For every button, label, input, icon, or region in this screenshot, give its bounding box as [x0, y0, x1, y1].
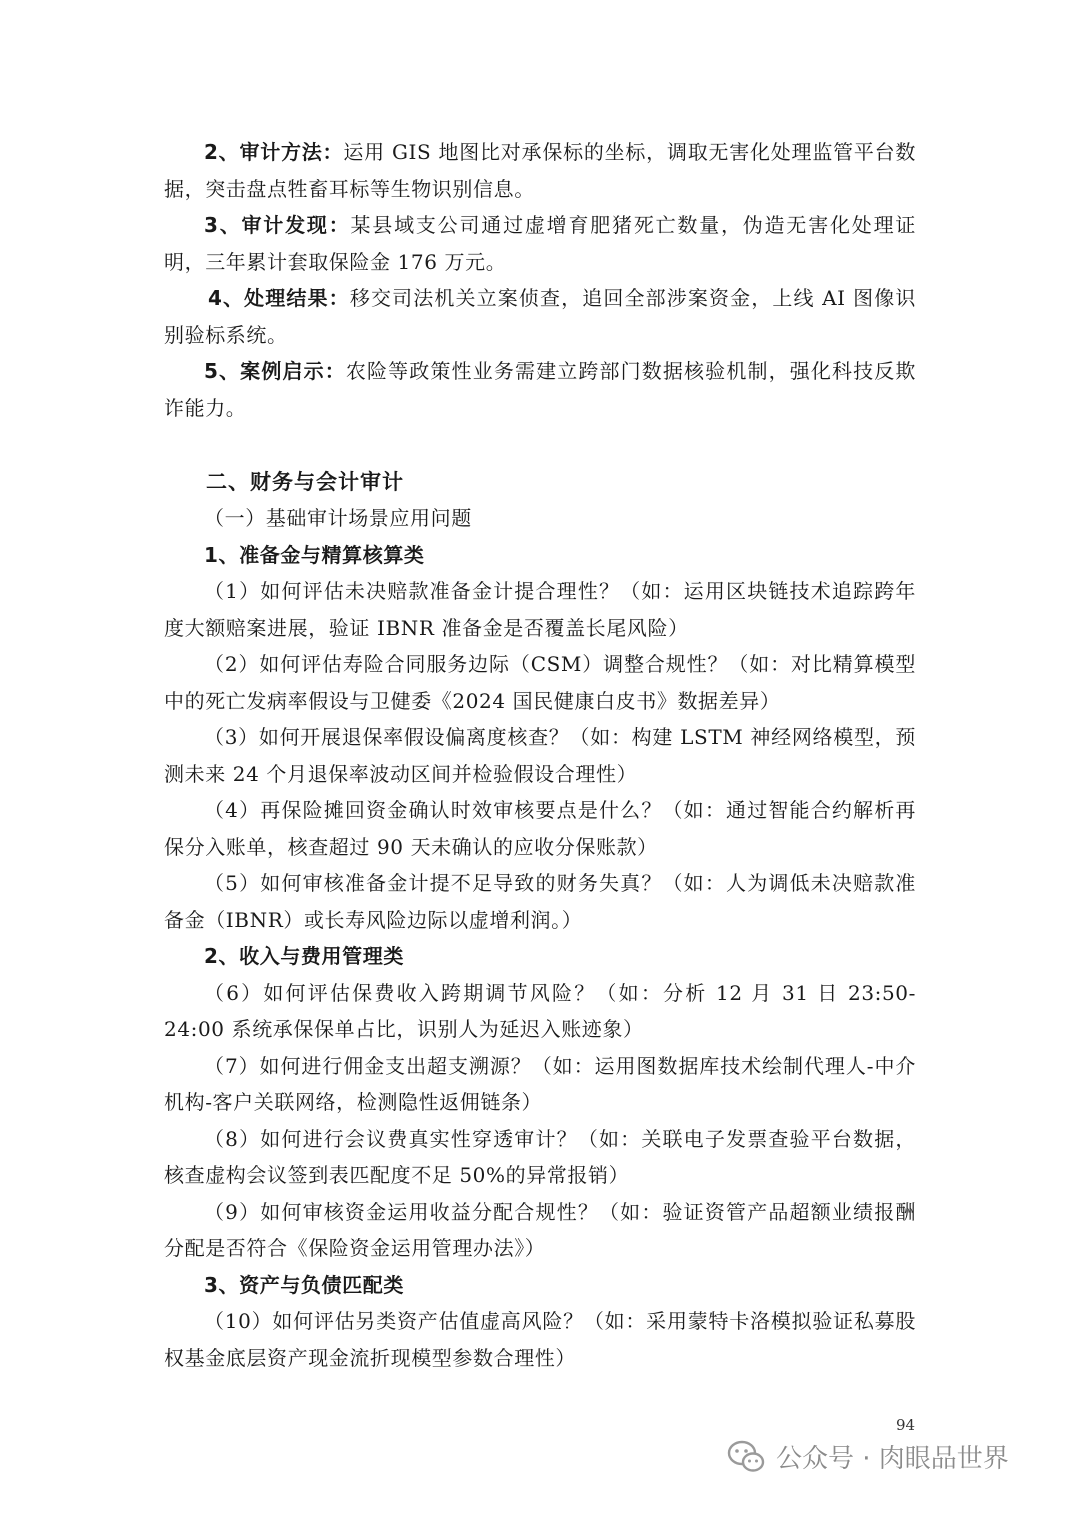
audit-finding-paragraph [164, 207, 916, 280]
question-item: （2）如何评估寿险合同服务边际（CSM）调整合规性？（如：对比精算模型中的死亡发病率假设与卫健委《2024 国民健康白皮书》数据差异） [164, 652, 916, 713]
question-item: （1）如何评估未决赔款准备金计提合理性？（如：运用区块链技术追踪跨年度大额赔案进展，验证 IBNR 准备金是否覆盖长尾风险） [164, 579, 916, 640]
case-insight-paragraph [164, 353, 916, 426]
question-item: （8）如何进行会议费真实性穿透审计？（如：关联电子发票查验平台数据，核查虚构会议签到表匹配度不足 50%的异常报销） [164, 1126, 916, 1187]
watermark-text: 公众号 · 肉眼品世界 [776, 1444, 1009, 1474]
handling-result-text: 移交司法机关立案侦查，追回全部涉案资金，上线 AI 图像识别验标系统。 [164, 286, 916, 347]
audit-method-paragraph [164, 134, 916, 207]
section-heading: 二、财务与会计审计 [206, 470, 404, 494]
question-item: （7）如何进行佣金支出超支溯源？（如：运用图数据库技术绘制代理人-中介机构-客户关联网络，检测隐性返佣链条） [164, 1053, 916, 1114]
question-item: （3）如何开展退保率假设偏离度核查？（如：构建 LSTM 神经网络模型，预测未来 24 个月退保率波动区间并检验假设合理性） [164, 725, 916, 786]
handling-result-paragraph [164, 280, 916, 353]
section-gap [164, 426, 916, 464]
category-title-asset-liability: 3、资产与负债匹配类 [204, 1272, 404, 1297]
question-item: （5）如何审核准备金计提不足导致的财务失真？（如：人为调低未决赔款准备金（IBNR）或长寿风险边际以虚增利润。） [164, 871, 916, 932]
audit-finding-text: 某县域支公司通过虚增育肥猪死亡数量，伪造无害化处理证明，三年累计套取保险金 176 万元。 [164, 213, 916, 274]
section-subheading: （一）基础审计场景应用问题 [204, 506, 472, 530]
category-title-revenue-expense: 2、收入与费用管理类 [204, 944, 404, 968]
watermark [726, 1438, 1009, 1475]
wechat-icon [726, 1439, 766, 1475]
page-content [164, 134, 916, 1376]
category-title-reserves: 1、准备金与精算核算类 [204, 542, 425, 567]
page-number: 94 [896, 1416, 916, 1434]
handling-result-label: 4、处理结果： [208, 286, 350, 310]
question-item: （6）如何评估保费收入跨期调节风险？（如：分析 12 月 31 日 23:50-24:00 系统承保保单占比，识别人为延迟入账迹象） [164, 980, 916, 1041]
question-item: （4）再保险摊回资金确认时效审核要点是什么？（如：通过智能合约解析再保分入账单，核查超过 90 天未确认的应收分保账款） [164, 798, 916, 859]
audit-method-text: 运用 GIS 地图比对承保标的坐标，调取无害化处理监管平台数据，突击盘点牲畜耳标等生物识别信息。 [164, 140, 916, 201]
audit-finding-label: 3、审计发现： [204, 213, 351, 237]
case-insight-label: 5、案例启示： [204, 359, 346, 383]
question-item: （10）如何评估另类资产估值虚高风险？（如：采用蒙特卡洛模拟验证私募股权基金底层资产现金流折现模型参数合理性） [164, 1309, 916, 1370]
question-item: （9）如何审核资金运用收益分配合规性？（如：验证资管产品超额业绩报酬分配是否符合《保险资金运用管理办法》） [164, 1199, 916, 1260]
audit-method-label: 2、审计方法： [204, 140, 344, 164]
case-insight-text: 农险等政策性业务需建立跨部门数据核验机制，强化科技反欺诈能力。 [164, 359, 916, 420]
